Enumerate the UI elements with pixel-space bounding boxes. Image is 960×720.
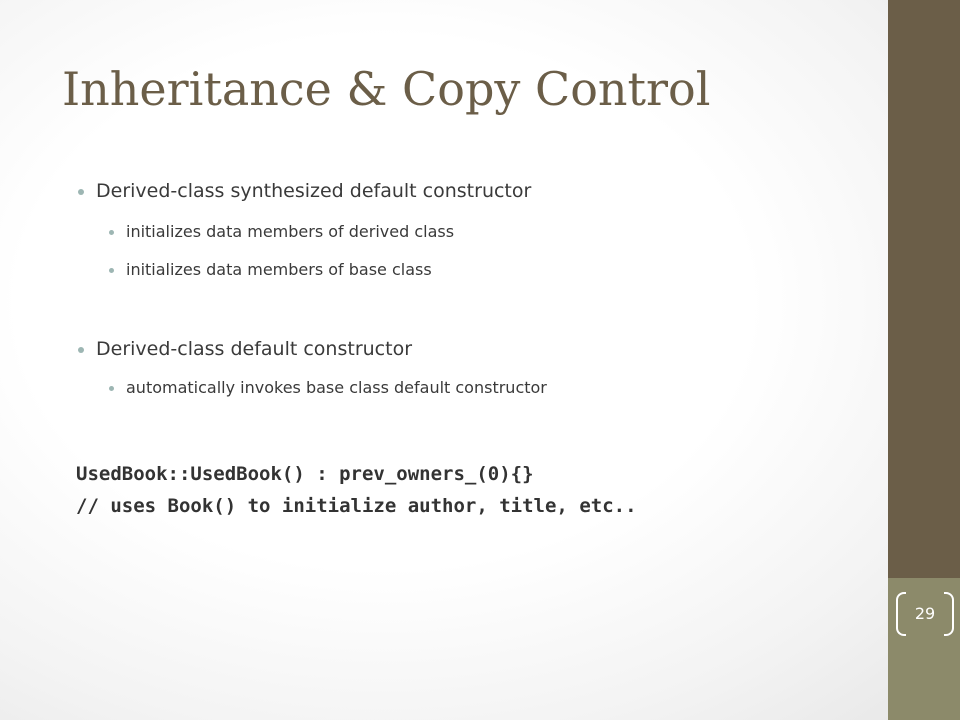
bullet-dot-icon — [109, 386, 114, 391]
bullet-item — [96, 338, 412, 360]
sub-bullet-item — [126, 260, 432, 279]
bullet-text: Derived-class default constructor — [96, 338, 413, 360]
sub-bullet-text: automatically invokes base class default constructor — [126, 378, 547, 397]
bullet-item — [96, 180, 531, 202]
sub-bullet-text: initializes data members of derived class — [126, 222, 455, 241]
sub-bullet-item — [126, 378, 547, 397]
bullet-dot-icon — [78, 189, 84, 195]
bullet-dot-icon — [109, 268, 114, 273]
bullet-text: Derived-class synthesized default constructor — [96, 180, 532, 202]
code-block — [76, 458, 637, 522]
page-number: 29 — [914, 604, 936, 623]
code-line: // uses Book() to initialize author, title, etc.. — [76, 495, 637, 517]
code-line: UsedBook::UsedBook() : prev_owners_(0){} — [76, 463, 534, 485]
bullet-dot-icon — [78, 347, 84, 353]
sub-bullet-item — [126, 222, 454, 241]
bullet-dot-icon — [109, 230, 114, 235]
sub-bullet-text: initializes data members of base class — [126, 260, 432, 279]
slide-title: Inheritance & Copy Control — [62, 62, 711, 116]
page-number-badge — [896, 592, 954, 636]
